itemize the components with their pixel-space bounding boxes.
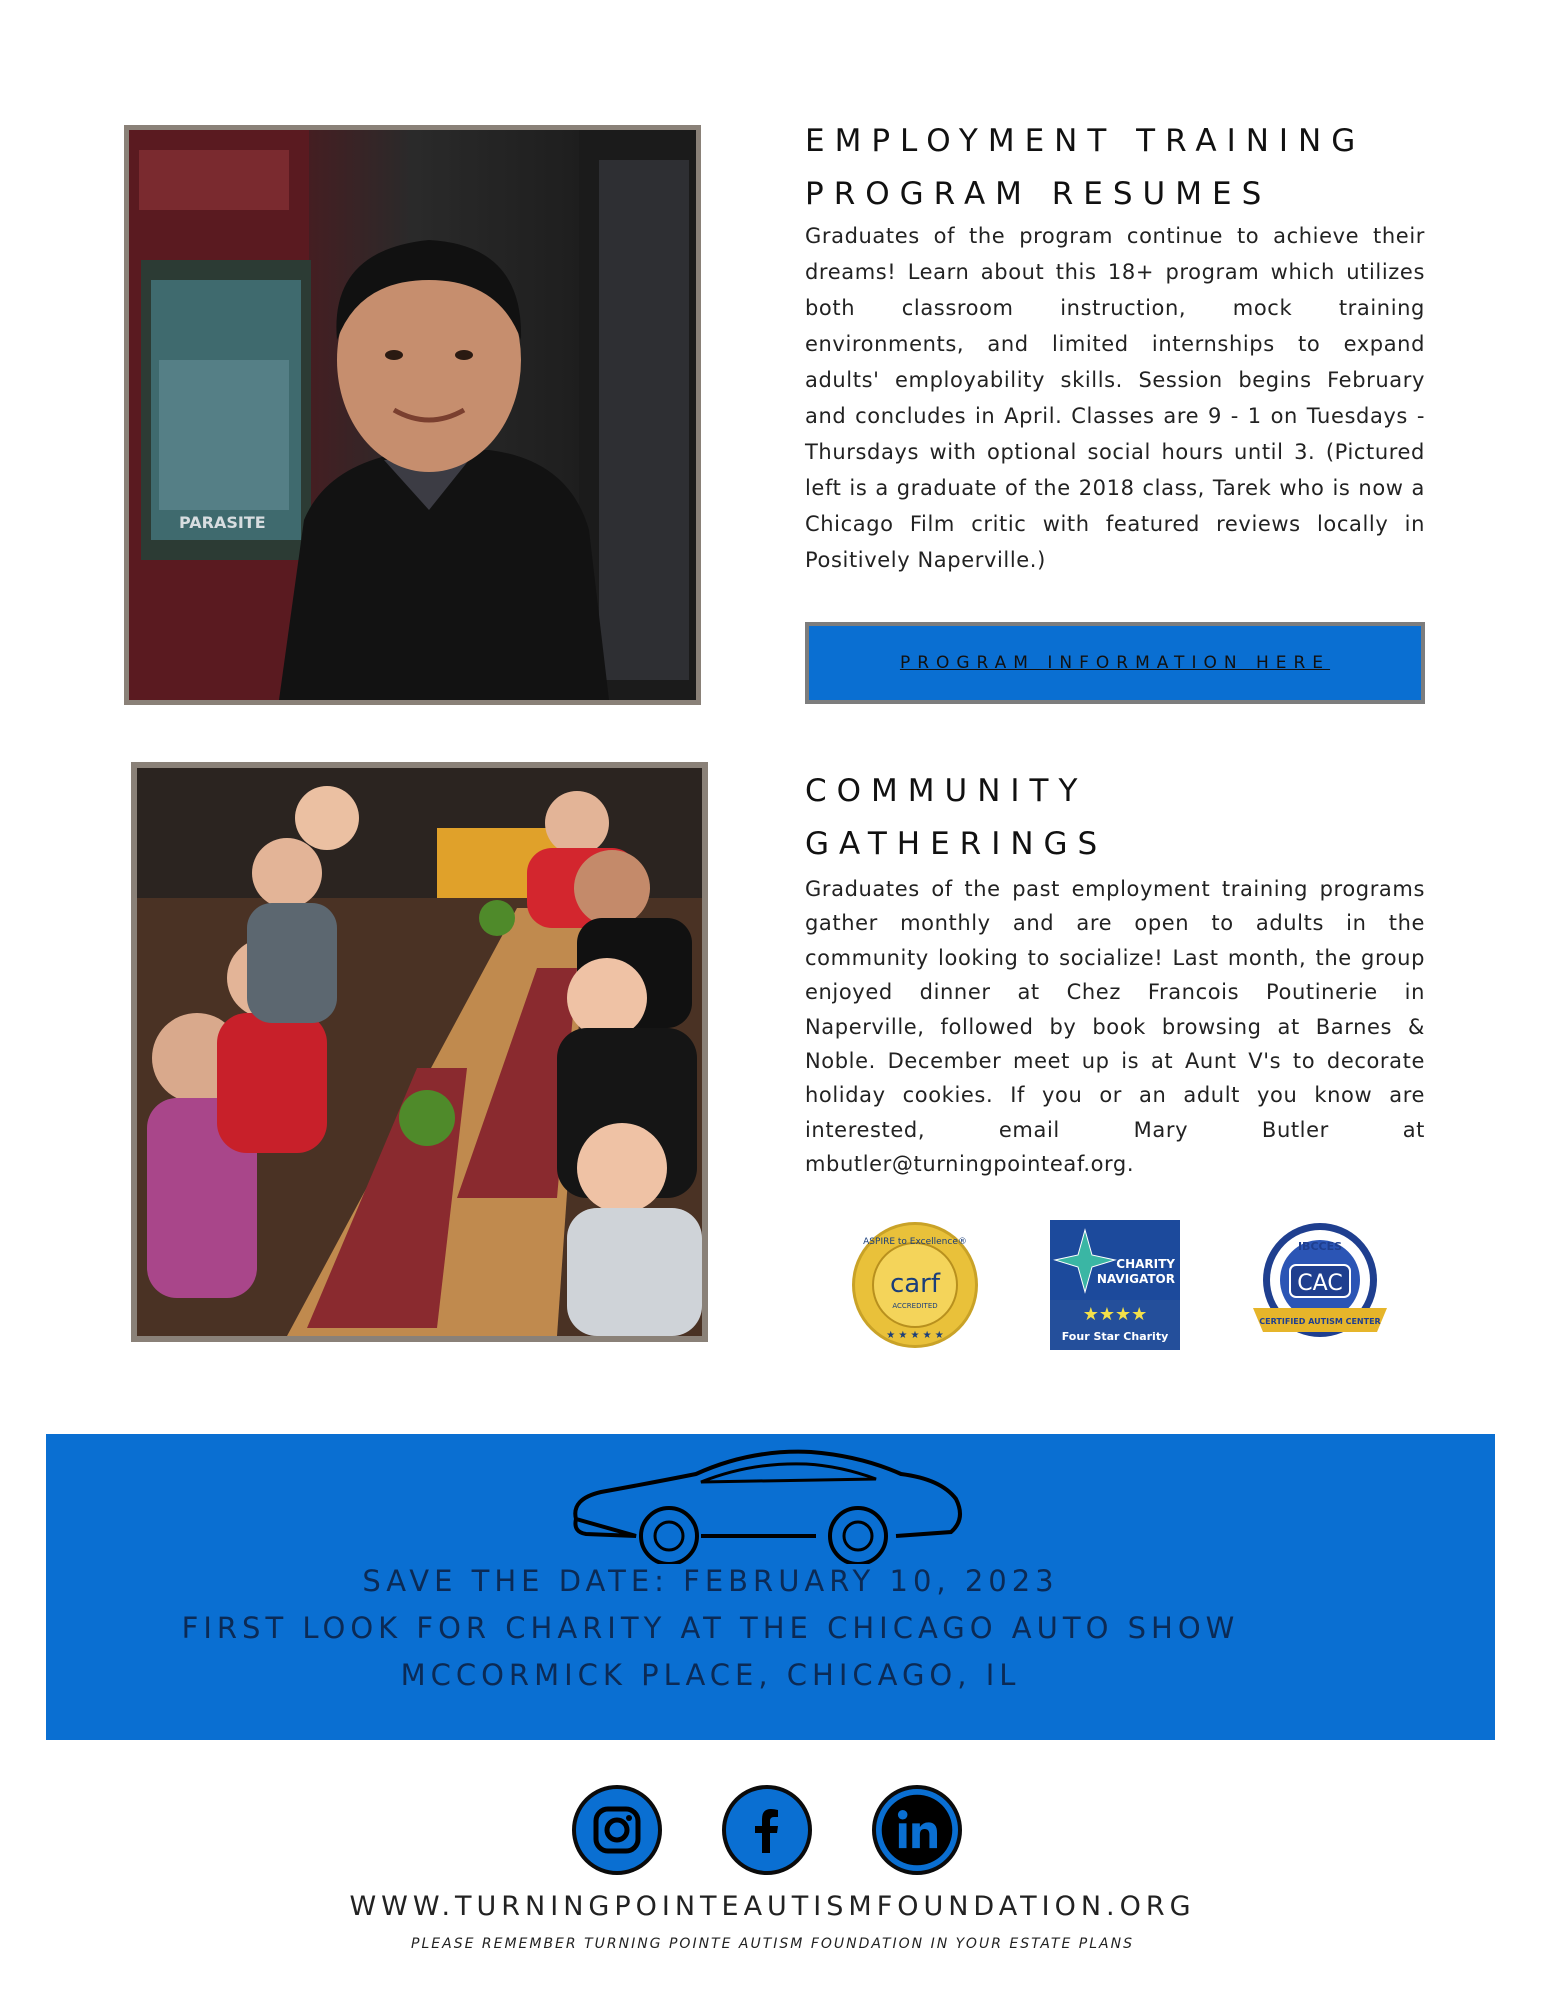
community-heading-line2: GATHERINGS [805, 826, 1108, 862]
cn-bottom: Four Star Charity [1061, 1330, 1169, 1343]
community-photo [131, 762, 708, 1342]
facebook-link[interactable] [722, 1785, 812, 1875]
community-heading-line1: COMMUNITY [805, 773, 1088, 809]
program-information-label[interactable]: PROGRAM INFORMATION HERE [899, 653, 1331, 673]
ib-center: CAC [1297, 1271, 1343, 1296]
graduate-photo [124, 125, 701, 705]
svg-text:★ ★ ★ ★ ★: ★ ★ ★ ★ ★ [886, 1330, 944, 1341]
instagram-icon [590, 1803, 644, 1857]
program-information-button[interactable] [805, 622, 1425, 704]
employment-heading-line1: EMPLOYMENT TRAINING [805, 123, 1366, 159]
employment-body: Graduates of the program continue to achieve their dreams! Learn about this 18+ program which utilizes both classroom instruction, mock training environments, and limited internships to expand adults' employability skills. Session begins February and concludes in April. Classes are 9 - 1 on Tuesdays - Thursdays with optional social hours until 3. (Pictured left is a graduate of the 2018 class, Tarek who is now a Chicago Film critic with featured reviews locally in Positively Naperville.) [805, 224, 1425, 572]
employment-heading [805, 115, 1445, 221]
ib-top: IBCCES [1297, 1240, 1343, 1253]
save-the-date-banner [46, 1434, 1495, 1740]
linkedin-icon [876, 1787, 958, 1873]
car-icon [561, 1444, 981, 1564]
cn-stars: ★★★★ [1082, 1304, 1148, 1325]
banner-line3: MCCORMICK PLACE, CHICAGO, IL [400, 1658, 1021, 1692]
linkedin-link[interactable] [872, 1785, 962, 1875]
carf-sub-text: ACCREDITED [892, 1302, 938, 1310]
parasite-sign-text: PARASITE [179, 513, 266, 532]
estate-plans-tagline: PLEASE REMEMBER TURNING POINTE AUTISM FOUNDATION IN YOUR ESTATE PLANS [411, 1936, 1134, 1952]
employment-heading-line2: PROGRAM RESUMES [805, 176, 1272, 212]
banner-line2: FIRST LOOK FOR CHARITY AT THE CHICAGO AUTO SHOW [181, 1611, 1240, 1645]
banner-line1: SAVE THE DATE: FEBRUARY 10, 2023 [362, 1564, 1059, 1598]
carf-badge [850, 1220, 980, 1350]
website-link[interactable]: WWW.TURNINGPOINTEAUTISMFOUNDATION.ORG [349, 1891, 1196, 1922]
carf-center-text: carf [889, 1269, 941, 1299]
ibcces-badge [1245, 1220, 1395, 1350]
ib-ribbon: CERTIFIED AUTISM CENTER [1259, 1317, 1381, 1326]
community-heading [805, 765, 1445, 871]
carf-ring-text: ASPIRE to Excellence® [863, 1237, 967, 1247]
cn-line1: CHARITY [1116, 1257, 1175, 1271]
cn-line2: NAVIGATOR [1096, 1272, 1175, 1286]
charity-navigator-badge [1050, 1220, 1180, 1350]
instagram-link[interactable] [572, 1785, 662, 1875]
facebook-icon [740, 1803, 794, 1857]
community-body: Graduates of the past employment training programs gather monthly and are open to adults in the community looking to socialize! Last month, the group enjoyed dinner at Chez Francois Poutinerie in Naperville, followed by book browsing at Barnes & Noble. December meet up is at Aunt V's to decorate holiday cookies. If you or an adult you know are interested, email Mary Butler at mbutler@turningpointeaf.org. [805, 877, 1425, 1177]
